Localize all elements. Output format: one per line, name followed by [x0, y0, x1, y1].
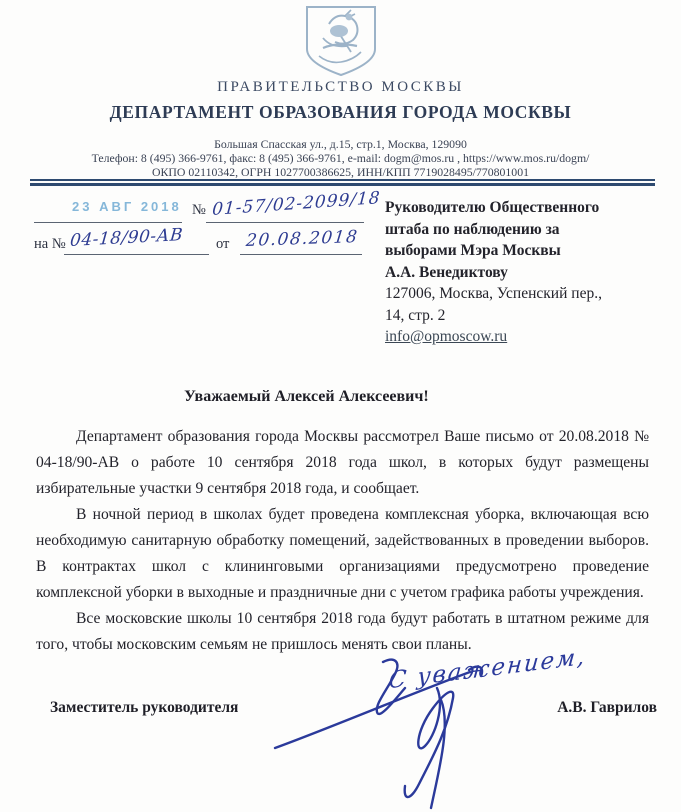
- recipient-address-line: 127006, Москва, Успенский пер.,: [385, 285, 602, 302]
- org-contacts: Телефон: 8 (495) 366-9761, факс: 8 (495) 366-9761, e-mail: dogm@mos.ru , https://www.mos.ru/dogm/: [91, 151, 590, 165]
- reply-reference-line: [34, 224, 364, 256]
- stamp-underline: [34, 222, 182, 223]
- department-title: ДЕПАРТАМЕНТ ОБРАЗОВАНИЯ ГОРОДА МОСКВЫ: [109, 102, 572, 122]
- letter-body: [36, 424, 649, 658]
- body-paragraph: В ночной период в школах будет проведена комплексная уборка, включающая всю необходимую санитарную обработку помещений, задействованных в проведении выборов. В контрактах школ с клининговыми организациями предусмотрено проведение комплексной уборки в выходные и праздничные дни с учетом графика работы учреждения.: [36, 506, 649, 601]
- signer-name: А.В. Гаврилов: [557, 699, 657, 716]
- signature-flourish: [255, 640, 635, 812]
- recipient-line: Руководителю Общественного: [385, 199, 600, 216]
- recipient-email: info@opmoscow.ru: [385, 328, 508, 345]
- handwritten-closing: С уважением,: [387, 643, 588, 695]
- body-paragraph: Департамент образования города Москвы рассмотрел Ваше письмо от 20.08.2018 № 04-18/90-АВ о работе 10 сентября 2018 года школ, в которых будут размещены избирательные участки 9 сентября 2018 года, и сообщает.: [36, 428, 649, 497]
- reply-label: на №: [34, 236, 66, 252]
- reply-number-handwritten: 04-18/90-АВ: [69, 224, 184, 252]
- incoming-date-stamp: 23 АВГ 2018: [72, 199, 182, 214]
- recipient-block: [385, 197, 663, 348]
- moscow-coat-of-arms-icon: [293, 4, 389, 78]
- body-paragraph: Все московские школы 10 сентября 2018 года будут работать в штатном режиме для того, чтобы московским семьям не пришлось менять свои планы.: [36, 610, 649, 653]
- number-label: №: [192, 202, 206, 218]
- recipient-name: А.А. Венедиктову: [385, 263, 508, 281]
- reply-date-label: от: [216, 236, 230, 252]
- salutation: Уважаемый Алексей Алексеевич!: [184, 388, 429, 405]
- header-divider: [30, 179, 655, 186]
- recipient-line: штаба по наблюдению за: [385, 220, 560, 238]
- reply-number-underline: [64, 254, 209, 255]
- government-title: ПРАВИТЕЛЬСТВО МОСКВЫ: [217, 79, 464, 95]
- number-underline: [206, 222, 364, 223]
- org-codes: ОКПО 02110342, ОГРН 1027700386625, ИНН/КПП 7719028495/770801001: [151, 165, 529, 179]
- reply-date-underline: [240, 254, 362, 255]
- recipient-line: выборами Мэра Москвы: [385, 242, 561, 259]
- org-address: Большая Спасская ул., д.15, стр.1, Москва, 129090: [214, 137, 467, 151]
- outgoing-number-handwritten: 01-57/02-2099/18: [211, 188, 382, 220]
- reply-date-handwritten: 20.08.2018: [244, 226, 360, 252]
- recipient-address-line: 14, стр. 2: [385, 306, 446, 324]
- signer-position: Заместитель руководителя: [50, 699, 239, 716]
